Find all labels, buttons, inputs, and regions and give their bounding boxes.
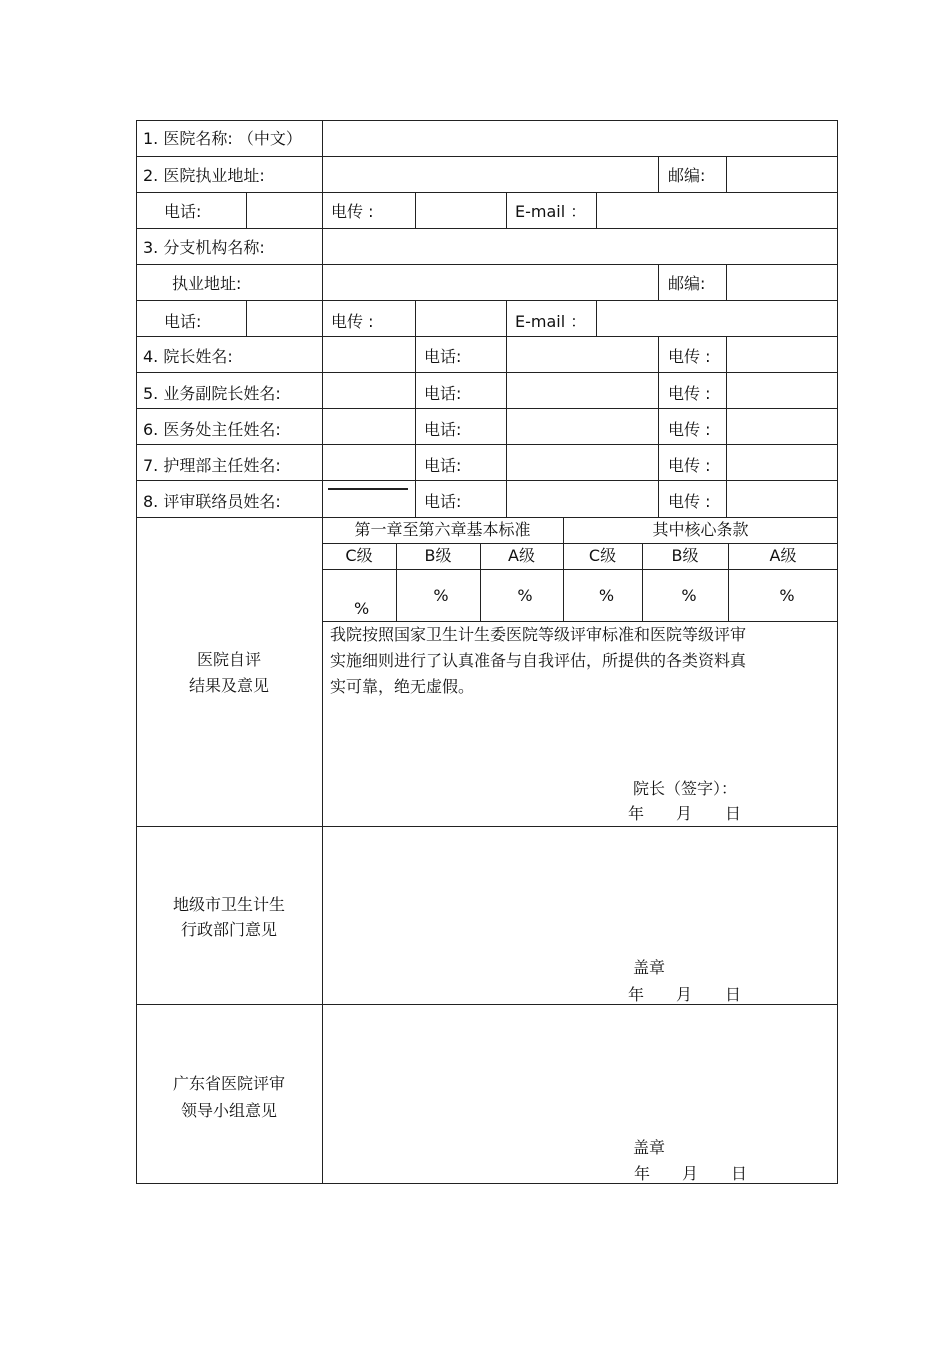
- province-group-label: 领导小组意见: [180, 1101, 277, 1120]
- underline-mark: [328, 488, 408, 490]
- phone-label: 电话:: [424, 420, 462, 439]
- hospital-name-label: 1. 医院名称: （中文）: [143, 129, 302, 148]
- divider: [726, 336, 727, 517]
- row-line-1: [136, 156, 838, 157]
- divider: [506, 192, 507, 228]
- email-label: E-mail ：: [515, 312, 587, 331]
- self-eval-label: 医院自评: [196, 650, 261, 669]
- percent-cell: %: [354, 599, 370, 618]
- email-label: E-mail ：: [515, 202, 587, 221]
- date-month: 月: [676, 985, 693, 1004]
- seal-label: 盖章: [633, 1138, 666, 1157]
- fax-label: 电传 :: [668, 384, 711, 403]
- table-border-right: [837, 120, 838, 1184]
- phone-label: 电话:: [164, 312, 202, 331]
- divider: [726, 156, 727, 192]
- divider: [246, 192, 247, 228]
- nursing-director-name-label: 7. 护理部主任姓名:: [143, 456, 281, 475]
- grade-a-header: A级: [508, 546, 535, 565]
- fax-label: 电传 :: [668, 347, 711, 366]
- row-line-7: [136, 372, 838, 373]
- fax-label: 电传 :: [331, 202, 374, 221]
- grade-b-header: B级: [424, 546, 452, 565]
- fax-label: 电传 :: [668, 420, 711, 439]
- divider: [658, 336, 659, 517]
- date-year: 年: [634, 1164, 651, 1183]
- percent-cell: %: [517, 586, 533, 605]
- city-dept-label: 行政部门意见: [180, 920, 277, 939]
- president-name-label: 4. 院长姓名:: [143, 347, 233, 366]
- divider: [658, 264, 659, 300]
- fax-label: 电传 :: [331, 312, 374, 331]
- divider: [415, 300, 416, 336]
- fax-label: 电传 :: [668, 456, 711, 475]
- core-clauses-header: 其中核心条款: [652, 520, 749, 539]
- divider: [506, 336, 507, 517]
- score-line-1: [322, 543, 838, 544]
- postcode-label: 邮编:: [668, 274, 706, 293]
- percent-cell: %: [681, 586, 697, 605]
- divider: [506, 300, 507, 336]
- branch-name-label: 3. 分支机构名称:: [143, 238, 265, 257]
- president-signature-label: 院长（签字）：: [633, 779, 738, 798]
- date-month: 月: [676, 804, 693, 823]
- grade-b-header: B级: [671, 546, 699, 565]
- row-line-8: [136, 408, 838, 409]
- phone-label: 电话:: [424, 347, 462, 366]
- self-eval-statement: 实可靠，绝无虚假。: [330, 677, 475, 696]
- date-year: 年: [628, 985, 645, 1004]
- self-eval-label: 结果及意见: [188, 676, 269, 695]
- divider: [415, 336, 416, 517]
- row-line-3: [136, 228, 838, 229]
- percent-cell: %: [598, 586, 615, 605]
- self-eval-statement: 我院按照国家卫生计生委医院等级评审标准和医院等级评审: [330, 625, 747, 644]
- city-dept-label: 地级市卫生计生: [172, 895, 285, 914]
- divider: [658, 156, 659, 192]
- province-group-label: 广东省医院评审: [172, 1074, 285, 1093]
- liaison-name-label: 8. 评审联络员姓名:: [143, 492, 281, 511]
- phone-label: 电话:: [164, 202, 202, 221]
- basic-standards-header: 第一章至第六章基本标准: [354, 520, 531, 539]
- row-line-top: [136, 120, 838, 121]
- postcode-label: 邮编:: [668, 166, 706, 185]
- percent-cell: %: [433, 586, 449, 605]
- row-line-11: [136, 517, 838, 518]
- row-line-5: [136, 300, 838, 301]
- divider: [596, 192, 597, 228]
- date-month: 月: [682, 1164, 699, 1183]
- row-line-12: [136, 826, 838, 827]
- percent-cell: %: [779, 586, 795, 605]
- seal-label: 盖章: [633, 958, 666, 977]
- label-column-divider: [322, 120, 323, 1184]
- row-line-6: [136, 336, 838, 337]
- phone-label: 电话:: [424, 456, 462, 475]
- divider: [415, 192, 416, 228]
- row-line-9: [136, 444, 838, 445]
- hospital-address-label: 2. 医院执业地址:: [143, 166, 265, 185]
- row-line-10: [136, 480, 838, 481]
- date-year: 年: [628, 804, 645, 823]
- grade-c-header: C级: [588, 546, 617, 565]
- divider: [726, 264, 727, 300]
- grade-c-header: C级: [345, 546, 373, 565]
- divider: [596, 300, 597, 336]
- row-line-2: [136, 192, 838, 193]
- self-eval-statement: 实施细则进行了认真准备与自我评估，所提供的各类资料真: [330, 651, 747, 670]
- row-line-4: [136, 264, 838, 265]
- phone-label: 电话:: [424, 492, 462, 511]
- date-day: 日: [725, 804, 742, 823]
- score-line-2: [322, 569, 838, 570]
- date-day: 日: [725, 985, 742, 1004]
- divider: [246, 300, 247, 336]
- grade-a-header: A级: [769, 546, 797, 565]
- vice-president-name-label: 5. 业务副院长姓名:: [143, 384, 281, 403]
- phone-label: 电话:: [424, 384, 462, 403]
- fax-label: 电传 :: [668, 492, 711, 511]
- branch-address-label: 执业地址:: [172, 274, 242, 293]
- date-day: 日: [731, 1164, 748, 1183]
- medical-director-name-label: 6. 医务处主任姓名:: [143, 420, 281, 439]
